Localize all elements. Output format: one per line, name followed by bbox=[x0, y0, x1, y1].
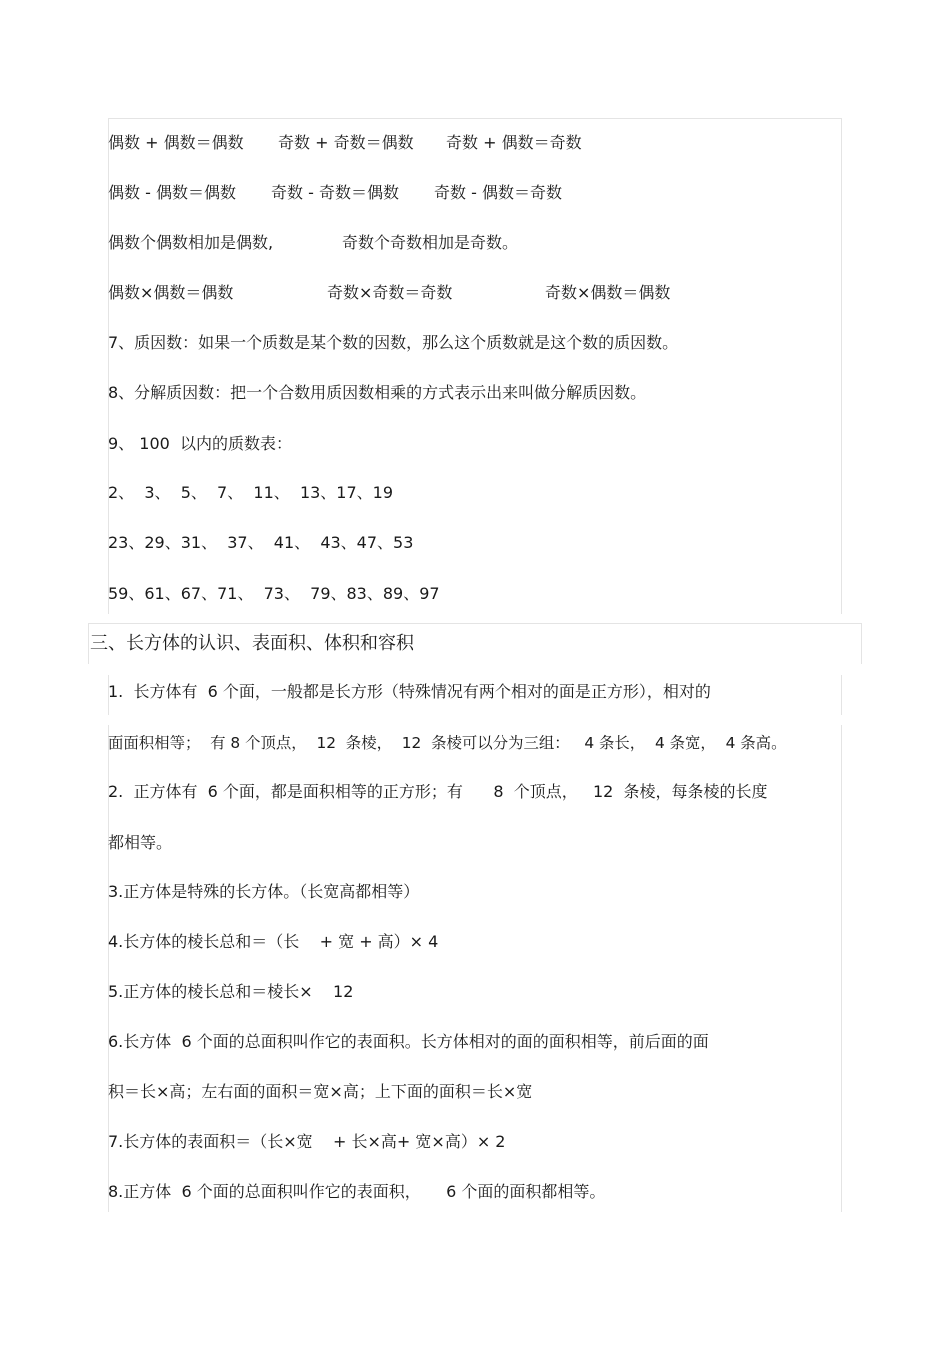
section-3-line: 面面积相等； 有 8 个顶点， 12 条棱， 12 条棱可以分为三组： 4 条长， 4 条宽， 4 条高。 bbox=[108, 734, 787, 752]
parity-rule: 奇数×偶数＝偶数 bbox=[545, 283, 671, 302]
section-3-line: 7.长方体的表面积＝（长×宽 + 长×高+ 宽×高）× 2 bbox=[108, 1132, 506, 1151]
section-3-line: 6.长方体 6 个面的总面积叫作它的表面积。长方体相对的面的面积相等，前后面的面 bbox=[108, 1032, 709, 1051]
prime-list-row-1: 2、 3、 5、 7、 11、 13、17、19 bbox=[108, 483, 394, 502]
parity-rule: 奇数 - 奇数＝偶数 bbox=[271, 183, 399, 202]
parity-rule-row-1 bbox=[108, 133, 808, 153]
parity-rule: 奇数×奇数＝奇数 bbox=[327, 283, 453, 302]
section-3-line: 4.长方体的棱长总和＝（长 + 宽 + 高）× 4 bbox=[108, 932, 439, 951]
section-3-line: 3.正方体是特殊的长方体。（长宽高都相等） bbox=[108, 882, 420, 901]
parity-rule: 奇数个奇数相加是奇数。 bbox=[342, 233, 519, 252]
prime-list-row-3: 59、61、67、71、 73、 79、83、89、97 bbox=[108, 584, 440, 603]
parity-rule: 偶数个偶数相加是偶数, bbox=[108, 233, 274, 252]
item-8-prime-factorization: 8、分解质因数：把一个合数用质因数相乘的方式表示出来叫做分解质因数。 bbox=[108, 383, 647, 402]
parity-rule: 奇数 + 奇数＝偶数 bbox=[278, 133, 414, 152]
section-3-line: 8.正方体 6 个面的总面积叫作它的表面积， 6 个面的面积都相等。 bbox=[108, 1182, 606, 1201]
parity-rule: 偶数×偶数＝偶数 bbox=[108, 283, 234, 302]
item-9-prime-table-title: 9、 100 以内的质数表： bbox=[108, 434, 292, 453]
item-7-prime-factor: 7、质因数：如果一个质数是某个数的因数，那么这个质数就是这个数的质因数。 bbox=[108, 333, 679, 352]
section-3-line: 2. 正方体有 6 个面，都是面积相等的正方形；有 8 个顶点， 12 条棱，每条棱的长度 bbox=[108, 782, 768, 801]
prime-list-row-2: 23、29、31、 37、 41、 43、47、53 bbox=[108, 533, 414, 552]
section-3-line: 5.正方体的棱长总和＝棱长× 12 bbox=[108, 982, 354, 1001]
parity-rule: 奇数 + 偶数＝奇数 bbox=[446, 133, 582, 152]
section-3-line: 1. 长方体有 6 个面，一般都是长方形（特殊情况有两个相对的面是正方形），相对的 bbox=[108, 682, 711, 701]
parity-rule-row-2 bbox=[108, 183, 808, 203]
parity-rule: 奇数 - 偶数＝奇数 bbox=[434, 183, 562, 202]
section-3-line: 都相等。 bbox=[108, 833, 173, 852]
section-3-heading: 三、长方体的认识、表面积、体积和容积 bbox=[90, 633, 414, 654]
parity-rule: 偶数 - 偶数＝偶数 bbox=[108, 183, 236, 202]
parity-rule-row-3 bbox=[108, 233, 808, 253]
parity-rule: 偶数 + 偶数＝偶数 bbox=[108, 133, 244, 152]
parity-rule-row-4 bbox=[108, 283, 808, 303]
section-3-line: 积＝长×高；左右面的面积＝宽×高；上下面的面积＝长×宽 bbox=[108, 1082, 533, 1101]
